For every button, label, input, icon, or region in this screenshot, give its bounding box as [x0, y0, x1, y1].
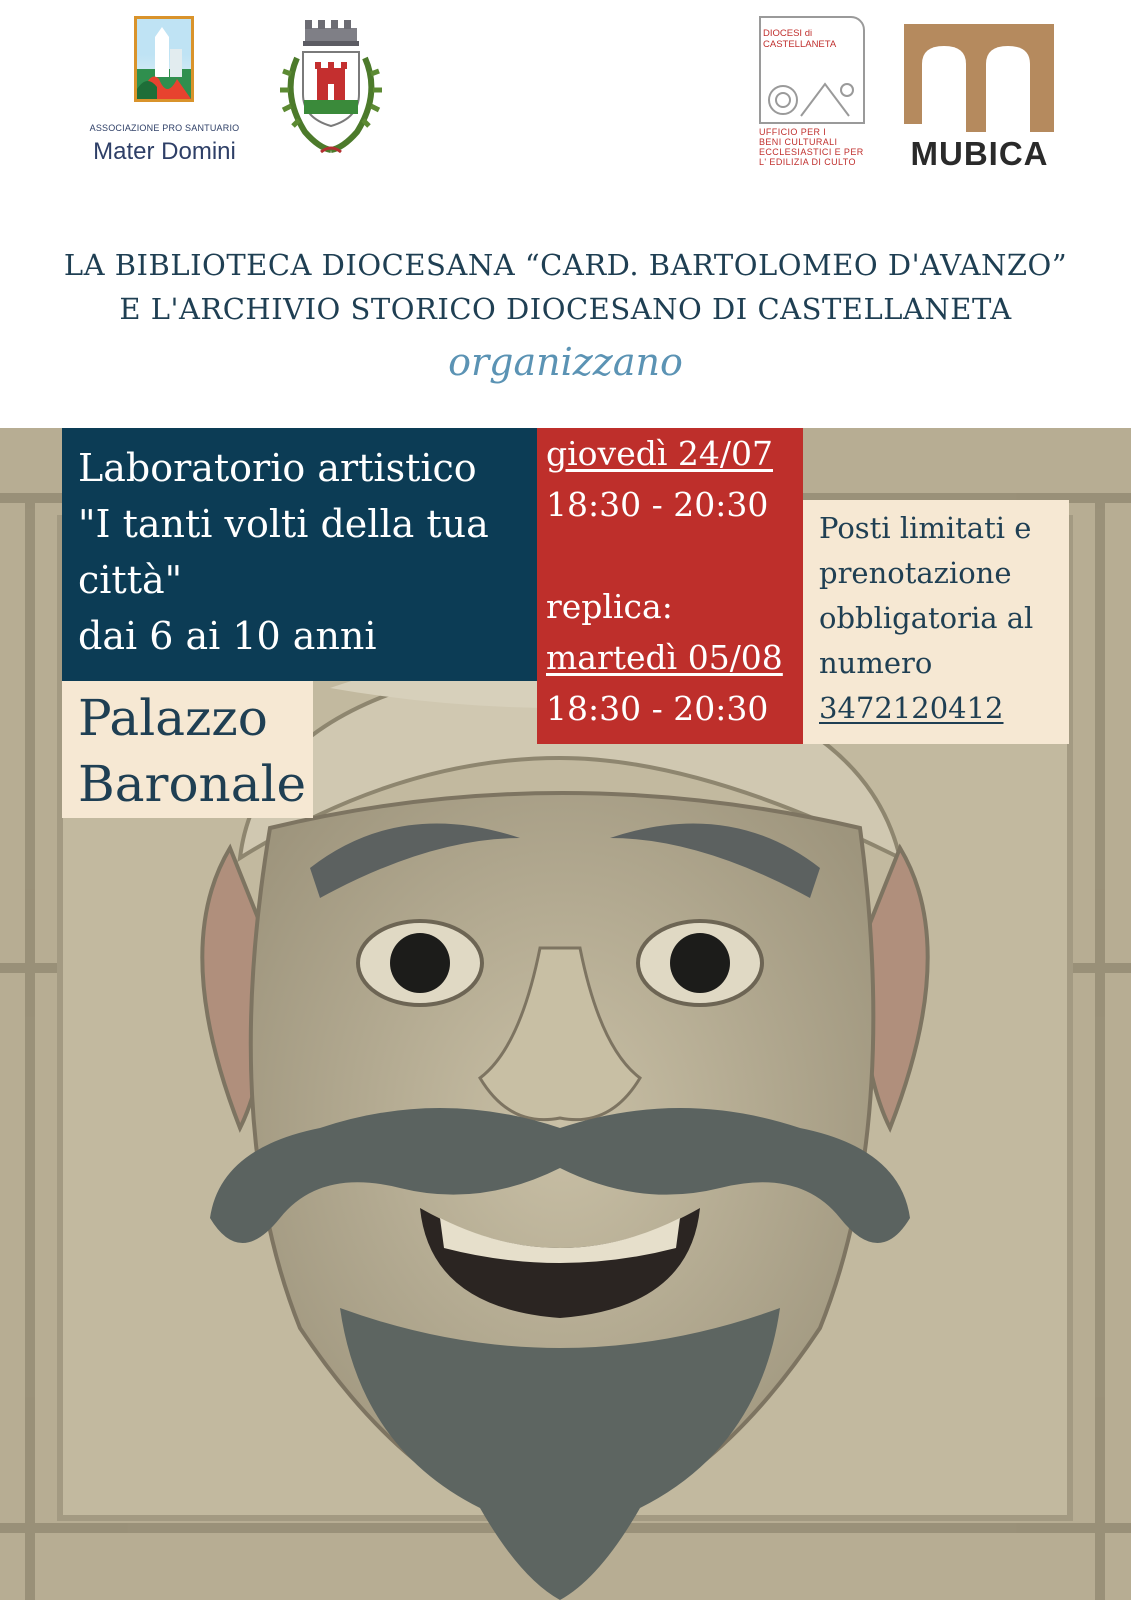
age-range: dai 6 ai 10 anni — [78, 614, 377, 658]
spacer — [546, 530, 803, 581]
booking-text-line: prenotazione — [819, 556, 1012, 590]
mubica-logo — [902, 24, 1057, 174]
association-logo — [82, 10, 247, 170]
organizer-line-2: E L'ARCHIVIO STORICO DIOCESANO DI CASTELLANETA — [119, 292, 1012, 326]
mubica-arch-icon — [904, 24, 1054, 132]
first-time: 18:30 - 20:30 — [546, 485, 769, 524]
booking-phone-link[interactable]: 3472120412 — [819, 691, 1004, 725]
venue-line: Baronale — [78, 755, 307, 813]
sanctuary-emblem-icon — [134, 16, 194, 102]
diocese-office-line: ECCLESIASTICI E PER — [759, 147, 864, 157]
diocese-office — [759, 127, 871, 167]
mubica-name: MUBICA — [910, 135, 1049, 172]
organizer-line-1: LA BIBLIOTECA DIOCESANA “CARD. BARTOLOMEO D'AVANZO” — [63, 248, 1068, 282]
diocese-office-line: L' EDILIZIA DI CULTO — [759, 157, 856, 167]
diocese-title-line: CASTELLANETA — [763, 39, 837, 50]
association-brand: Mater Domini — [93, 138, 236, 165]
booking-box — [803, 500, 1069, 744]
schedule-box — [537, 428, 803, 744]
diocese-office-line: UFFICIO PER I — [759, 127, 827, 137]
workshop-title-line: città" — [78, 558, 183, 602]
coat-of-arms-icon — [275, 14, 387, 164]
workshop-title-line: Laboratorio artistico — [78, 446, 477, 490]
association-name: ASSOCIAZIONE PRO SANTUARIO — [89, 123, 240, 133]
venue-box — [62, 681, 313, 818]
repeat-label: replica: — [546, 587, 673, 626]
organize-caption: organizzano — [448, 340, 683, 384]
diocese-logo — [757, 16, 869, 171]
diocese-title-line: DIOCESI di — [763, 28, 813, 39]
second-time: 18:30 - 20:30 — [546, 689, 769, 728]
diocese-emblem-icon — [765, 76, 861, 122]
diocese-office-line: BENI CULTURALI — [759, 137, 838, 147]
booking-text-line: obbligatoria al — [819, 601, 1034, 635]
workshop-box — [62, 428, 537, 681]
diocese-title — [763, 28, 853, 50]
booking-text-line: Posti limitati e — [819, 511, 1032, 545]
venue-line: Palazzo — [78, 689, 268, 747]
first-date: giovedì 24/07 — [546, 434, 773, 473]
booking-text-line: numero — [819, 646, 933, 680]
second-date: martedì 05/08 — [546, 638, 783, 677]
workshop-title-line: "I tanti volti della tua — [78, 502, 489, 546]
